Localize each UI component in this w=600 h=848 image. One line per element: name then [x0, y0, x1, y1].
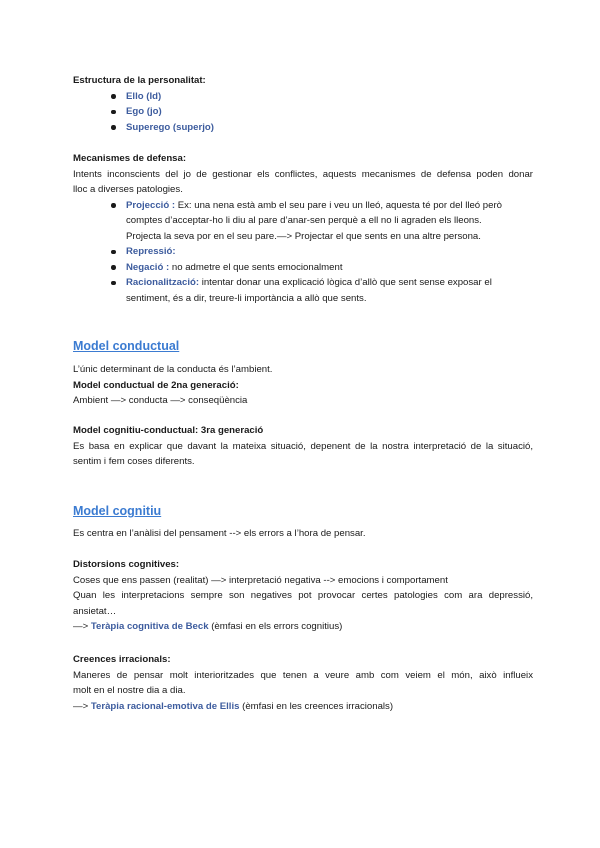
ellis-therapy-term: Teràpia racional-emotiva de Ellis [90, 700, 240, 712]
defense-item-projeccio [73, 198, 533, 214]
beck-therapy-note: (èmfasi en els errors cognitius) [208, 621, 343, 632]
projeccio-text-1: Ex: una nena està amb el seu pare i veu un lleó, aquesta té por del lleó però [175, 199, 502, 211]
beck-therapy-line [73, 619, 533, 635]
cognitive-behavioral-heading: Model cognitiu-conductual: 3ra generació [73, 425, 264, 436]
defense-item-racionalitzacio [73, 275, 533, 291]
personality-item-ego: Ego (jo) [73, 104, 533, 120]
conductual-title: Model conductual [73, 339, 180, 353]
cognitive-behavioral-block [73, 423, 533, 470]
personality-item-superego: Superego (superjo) [73, 120, 533, 136]
racionalitzacio-text-1: intentar donar una explicació lògica d’allò que sent sense exposar el [199, 277, 492, 288]
distortions-line-2: Quan les interpretacions sempre son negatives pot provocar certes patologies com ara depressió, [73, 590, 533, 601]
personality-heading: Estructura de la personalitat: [73, 75, 206, 86]
cognitiu-section [73, 503, 533, 520]
defense-heading: Mecanismes de defensa: [73, 153, 187, 164]
irrational-beliefs-line-2: molt en el nostre dia a dia. [73, 685, 186, 696]
ellis-arrow: —> [73, 700, 91, 712]
defense-item-repressio: Repressió: [73, 244, 533, 260]
ellis-therapy-note: (èmfasi en les creences irracionals) [239, 700, 394, 712]
racionalitzacio-text-2: sentiment, és a dir, treure-li importància a allò que sents. [126, 292, 367, 304]
negacio-term: Negació : [126, 261, 170, 273]
defense-section [73, 151, 533, 306]
distortions-block [73, 557, 533, 635]
cognitive-behavioral-line-1: Es basa en explicar que davant la mateixa situació, depenent de la nostra interpretació de la situació, [73, 440, 533, 452]
defense-intro-line-2: lloc a diverses patologies. [73, 184, 183, 195]
racionalitzacio-term: Racionalització: [126, 277, 200, 288]
conductual-section [73, 338, 533, 355]
irrational-beliefs-line-1: Maneres de pensar molt interioritzades que tenen a veure amb com veiem el món, això influeix [73, 669, 533, 681]
ellis-therapy-line [73, 699, 533, 715]
projeccio-text-2: comptes d’acceptar-ho li diu al pare d’anar-sen perquè a ell no li agraden els lleons. [126, 215, 482, 226]
personality-item-ello: Ello (Id) [73, 89, 533, 105]
irrational-beliefs-block [73, 652, 533, 714]
cognitive-behavioral-line-2: sentim i fem coses diferents. [73, 456, 195, 467]
conductual-sub-heading: Model conductual de 2na generació: [73, 379, 239, 391]
beck-arrow: —> [73, 621, 91, 632]
projeccio-text-3: Projecta la seva por en el seu pare.—> Projectar el que sents en una altre persona. [126, 230, 481, 242]
conductual-body [73, 362, 533, 409]
projeccio-term: Projecció : [126, 199, 176, 211]
cognitiu-title: Model cognitiu [73, 504, 162, 518]
distortions-line-3: ansietat… [73, 605, 117, 617]
conductual-line-2: Ambient —> conducta —> conseqüència [73, 395, 248, 406]
distortions-line-1: Coses que ens passen (realitat) —> interpretació negativa --> emocions i comportament [73, 574, 448, 586]
defense-intro-line-1: Intents inconscients del jo de gestionar els conflictes, aquests mecanismes de defensa poden donar [73, 168, 533, 180]
irrational-beliefs-heading: Creences irracionals: [73, 654, 171, 665]
cognitiu-intro-block [73, 526, 533, 542]
defense-item-negacio [73, 260, 533, 276]
distortions-heading: Distorsions cognitives: [73, 559, 180, 570]
cognitiu-intro: Es centra en l’anàlisi del pensament --> els errors a l’hora de pensar. [73, 528, 366, 539]
negacio-text: no admetre el que sents emocionalment [169, 261, 343, 273]
beck-therapy-term: Teràpia cognitiva de Beck [90, 621, 209, 632]
conductual-line-1: L’únic determinant de la conducta és l’ambient. [73, 364, 273, 375]
personality-section [73, 73, 533, 135]
